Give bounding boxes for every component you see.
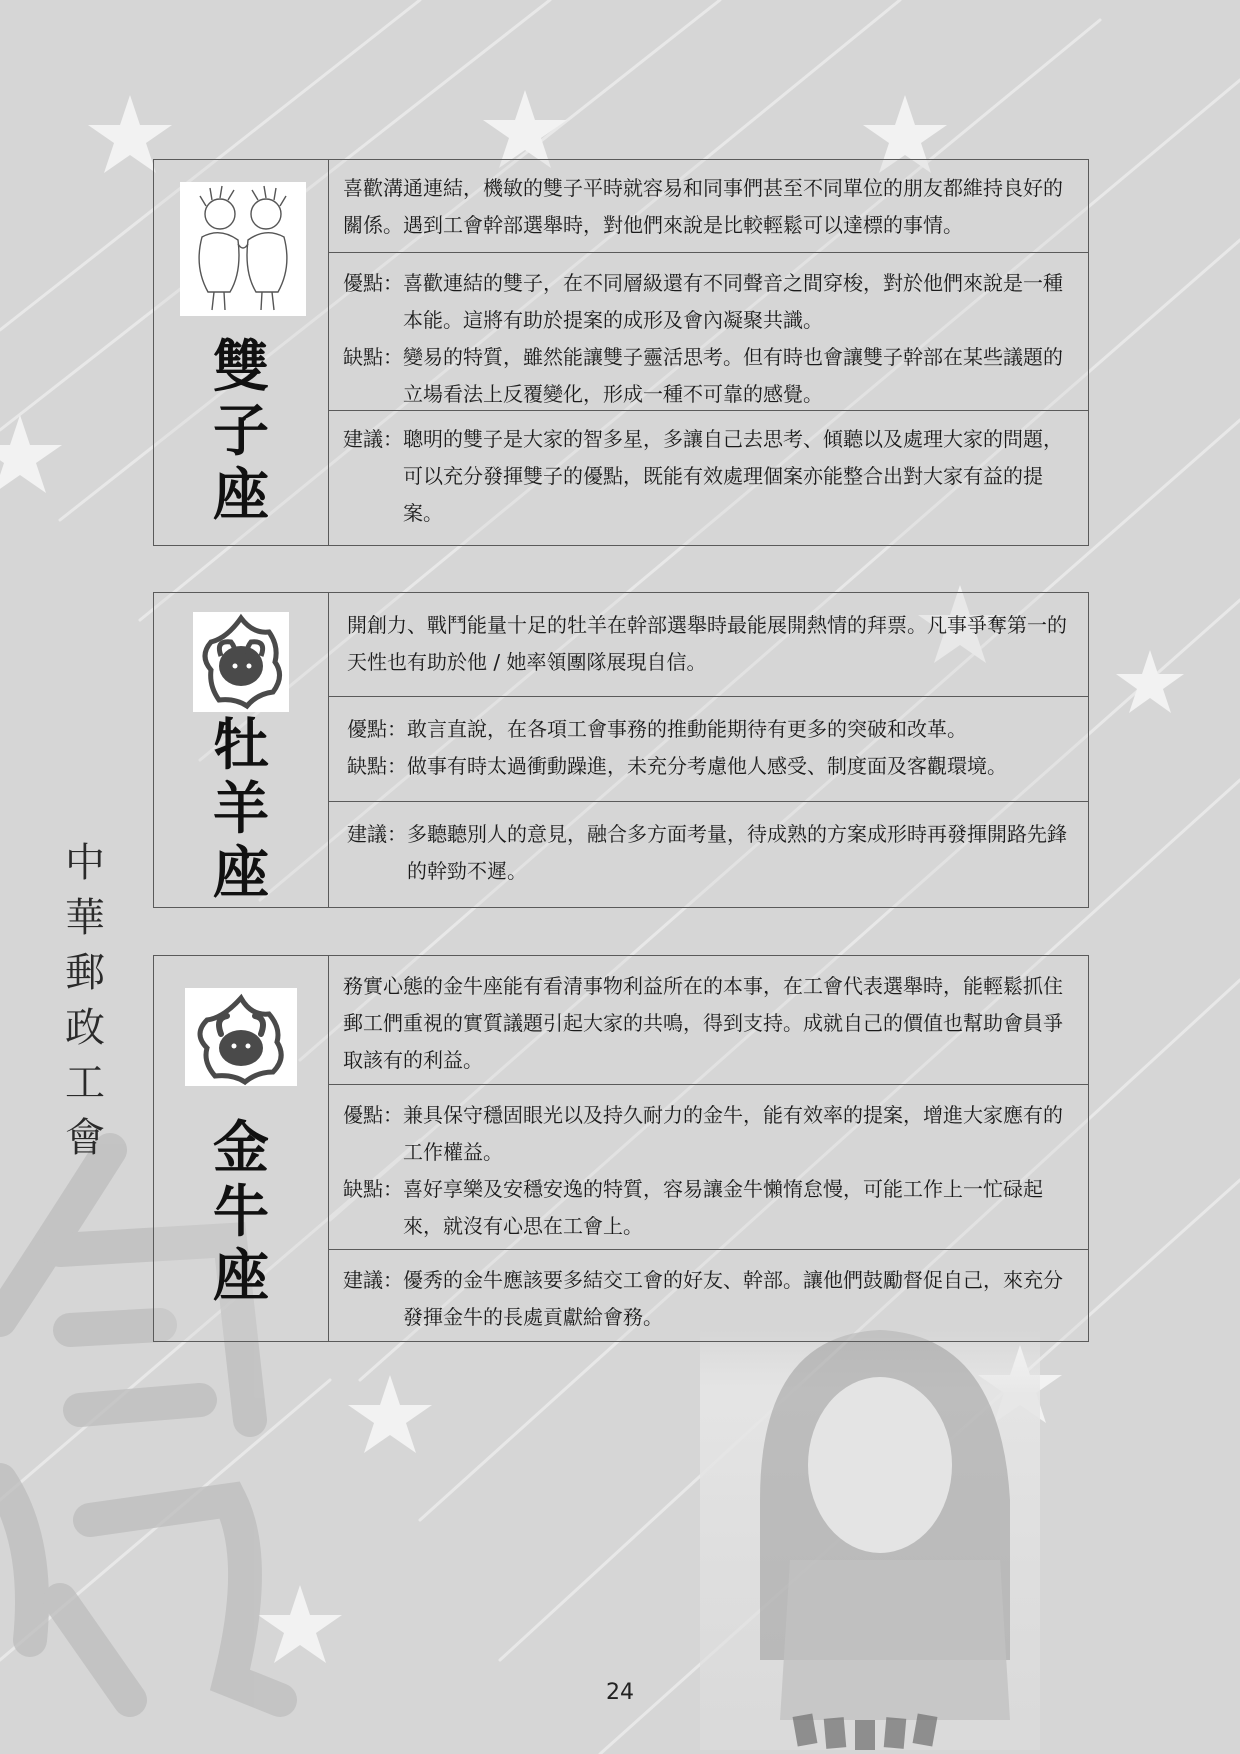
cons-label: 缺點： xyxy=(343,345,403,369)
pros-cons-row xyxy=(329,253,1088,411)
side-title-char: 郵 xyxy=(65,950,105,996)
sign-label-cell xyxy=(154,160,329,545)
advice-row xyxy=(329,802,1088,907)
pros-text: 兼具保守穩固眼光以及持久耐力的金牛，能有效率的提案，增進大家應有的工作權益。 xyxy=(403,1103,1063,1164)
sign-label-cell xyxy=(154,956,329,1341)
sign-content xyxy=(329,593,1088,907)
advice-text: 聰明的雙子是大家的智多星，多讓自己去思考、傾聽以及處理大家的問題，可以充分發揮雙子的優點，既能有效處理個案亦能整合出對大家有益的提案。 xyxy=(403,427,1063,525)
pros-label: 優點： xyxy=(343,271,403,295)
advice-text: 多聽聽別人的意見，融合多方面考量，待成熟的方案成形時再發揮開路先鋒的幹勁不遲。 xyxy=(407,822,1067,883)
sign-name-char: 雙 xyxy=(213,334,269,400)
sign-name-vertical xyxy=(154,335,328,527)
pros-item xyxy=(343,1097,1076,1171)
sign-content xyxy=(329,160,1088,545)
sign-label-cell xyxy=(154,593,329,907)
page-number: 24 xyxy=(606,1680,634,1705)
side-title-char: 華 xyxy=(65,895,105,941)
sign-name-char: 座 xyxy=(213,1243,269,1309)
advice-item xyxy=(343,421,1076,532)
side-title-vertical xyxy=(60,836,110,1166)
advice-label: 建議： xyxy=(347,822,407,846)
advice-item xyxy=(343,1262,1076,1336)
pros-label: 優點： xyxy=(347,717,407,741)
taurus-bull-icon xyxy=(185,988,297,1086)
side-title-char: 中 xyxy=(65,840,105,886)
side-title-char: 政 xyxy=(65,1005,105,1051)
aries-table xyxy=(153,592,1089,908)
pros-text: 敢言直說，在各項工會事務的推動能期待有更多的突破和改革。 xyxy=(407,717,967,741)
pros-label: 優點： xyxy=(343,1103,403,1127)
advice-row xyxy=(329,1250,1088,1346)
portrait-drawing xyxy=(700,1330,1040,1750)
sign-name-char: 牛 xyxy=(213,1179,269,1245)
cons-text: 做事有時太過衝動躁進，未充分考慮他人感受、制度面及客觀環境。 xyxy=(407,754,1007,778)
pros-cons-row xyxy=(329,1085,1088,1250)
cons-item xyxy=(347,748,1076,785)
intro-row xyxy=(329,593,1088,697)
pros-cons-row xyxy=(329,697,1088,802)
intro-row xyxy=(329,160,1088,253)
gemini-table xyxy=(153,159,1089,546)
sign-name-vertical xyxy=(154,713,328,905)
advice-item xyxy=(347,816,1076,890)
advice-text: 優秀的金牛應該要多結交工會的好友、幹部。讓他們鼓勵督促自己，來充分發揮金牛的長處貢獻給會務。 xyxy=(403,1268,1063,1329)
intro-text: 開創力、戰鬥能量十足的牡羊在幹部選舉時最能展開熱情的拜票。凡事爭奪第一的天性也有助於他 / 她率領團隊展現自信。 xyxy=(347,613,1067,674)
advice-label: 建議： xyxy=(343,1268,403,1292)
side-title-char: 會 xyxy=(65,1115,105,1161)
cons-label: 缺點： xyxy=(347,754,407,778)
pros-item xyxy=(347,711,1076,748)
side-title-char: 工 xyxy=(65,1060,105,1106)
advice-label: 建議： xyxy=(343,427,403,451)
pros-text: 喜歡連結的雙子，在不同層級還有不同聲音之間穿梭，對於他們來說是一種本能。這將有助於提案的成形及會內凝聚共識。 xyxy=(403,271,1063,332)
intro-row xyxy=(329,956,1088,1085)
taurus-table xyxy=(153,955,1089,1342)
advice-row xyxy=(329,411,1088,545)
sign-name-char: 牡 xyxy=(213,712,269,778)
sign-name-char: 座 xyxy=(213,462,269,528)
pros-item xyxy=(343,265,1076,339)
sign-name-char: 金 xyxy=(213,1115,269,1181)
sign-name-char: 子 xyxy=(213,398,269,464)
cons-text: 變易的特質，雖然能讓雙子靈活思考。但有時也會讓雙子幹部在某些議題的立場看法上反覆變化，形成一種不可靠的感覺。 xyxy=(403,345,1063,406)
cons-label: 缺點： xyxy=(343,1177,403,1201)
intro-text: 喜歡溝通連結，機敏的雙子平時就容易和同事們甚至不同單位的朋友都維持良好的關係。遇到工會幹部選舉時，對他們來說是比較輕鬆可以達標的事情。 xyxy=(343,176,1063,237)
sign-name-vertical xyxy=(154,1116,328,1308)
cons-text: 喜好享樂及安穩安逸的特質，容易讓金牛懶惰怠慢，可能工作上一忙碌起來，就沒有心思在工會上。 xyxy=(403,1177,1043,1238)
cons-item xyxy=(343,1171,1076,1245)
gemini-twins-icon xyxy=(180,182,306,316)
cons-item xyxy=(343,339,1076,413)
aries-ram-icon xyxy=(193,612,289,712)
sign-name-char: 羊 xyxy=(213,776,269,842)
sign-content xyxy=(329,956,1088,1341)
sign-name-char: 座 xyxy=(213,840,269,906)
intro-text: 務實心態的金牛座能有看清事物利益所在的本事，在工會代表選舉時，能輕鬆抓住郵工們重視的實質議題引起大家的共鳴，得到支持。成就自己的價值也幫助會員爭取該有的利益。 xyxy=(343,974,1063,1072)
